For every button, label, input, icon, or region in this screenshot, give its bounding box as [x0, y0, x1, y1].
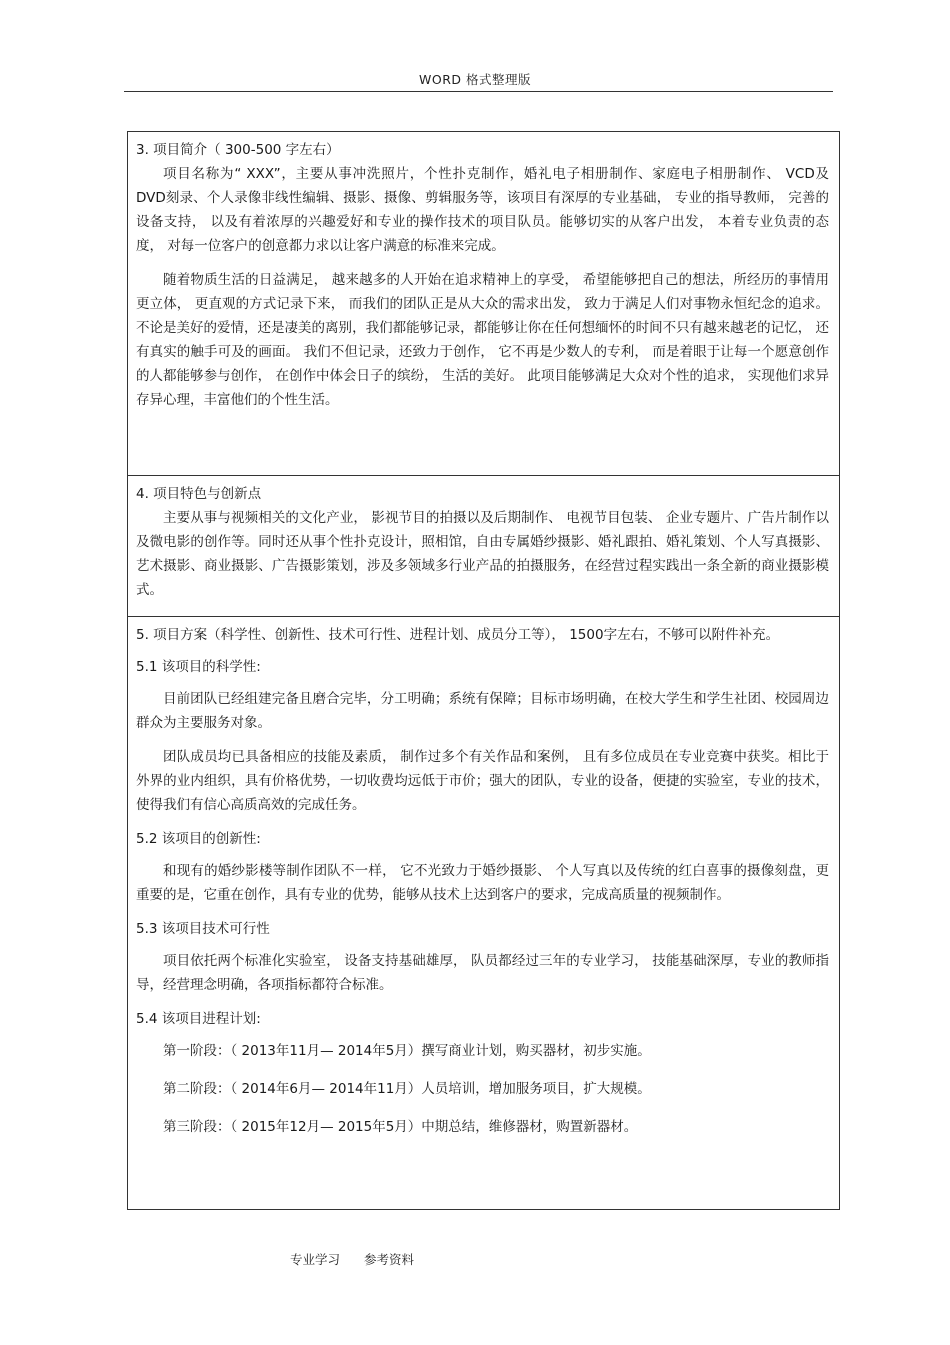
footer-right: 参考资料: [364, 1252, 415, 1267]
subsection-title: 5.4 该项目进程计划:: [136, 1011, 261, 1027]
paragraph: 和现有的婚纱影楼等制作团队不一样， 它不光致力于婚纱摄影、 个人写真以及传统的红白喜事的摄像刻盘，更重要的是，它重在创作，具有专业的优势，能够从技术上达到客户的要求，完成高质量的视频制作。: [136, 863, 829, 903]
subsection-title: 5.2 该项目的创新性:: [136, 831, 261, 847]
page-footer: [290, 1250, 438, 1268]
section-title: 3. 项目简介（ 300-500 字左右）: [136, 142, 340, 158]
paragraph: 随着物质生活的日益满足， 越来越多的人开始在追求精神上的享受， 希望能够把自己的想法，所经历的事情用更立体， 更直观的方式记录下来， 而我们的团队正是从大众的需求出发， 致力于满足人们对事物永恒纪念的追求。不论是美好的爱情，还是凄美的离别，我们都能够记录，都能够让你在任何想缅怀的时间不只有越来越老的记忆， 还有真实的触手可及的画面。 我们不但记录，还致力于创作， 它不再是少数人的专利， 而是着眼于让每一个愿意创作的人都能够参与创作， 在创作中体会日子的缤纷， 生活的美好。 此项目能够满足大众对个性的追求， 实现他们求异存异心理，丰富他们的个性生活。: [136, 272, 829, 408]
paragraph: 目前团队已经组建完备且磨合完毕，分工明确；系统有保障；目标市场明确，在校大学生和学生社团、校园周边群众为主要服务对象。: [136, 691, 829, 731]
section-project-intro: [128, 132, 839, 476]
section-features: [128, 476, 839, 617]
paragraph: 项目依托两个标准化实验室， 设备支持基础雄厚， 队员都经过三年的专业学习， 技能基础深厚，专业的教师指导，经营理念明确，各项指标都符合标准。: [136, 953, 829, 993]
project-table: [127, 131, 840, 1210]
subsection-title: 5.3 该项目技术可行性: [136, 921, 270, 937]
schedule-step: 第三阶段：（ 2015年12月— 2015年5月）中期总结，维修器材，购置新器材。: [163, 1119, 638, 1135]
header-divider: [124, 91, 833, 92]
page-header: WORD 格式整理版: [419, 72, 531, 87]
section-plan: [128, 617, 839, 1209]
section-title: 4. 项目特色与创新点: [136, 486, 262, 502]
footer-left: 专业学习: [290, 1252, 341, 1267]
subsection-title: 5.1 该项目的科学性:: [136, 659, 261, 675]
schedule-step: 第一阶段：（ 2013年11月— 2014年5月）撰写商业计划，购买器材，初步实施。: [163, 1043, 651, 1059]
paragraph: 团队成员均已具备相应的技能及素质， 制作过多个有关作品和案例， 且有多位成员在专业竞赛中获奖。相比于外界的业内组织，具有价格优势，一切收费均远低于市价；强大的团队，专业的设备，便捷的实验室，专业的技术，使得我们有信心高质高效的完成任务。: [136, 749, 829, 813]
section-title: 5. 项目方案（科学性、创新性、技术可行性、进程计划、成员分工等）， 1500字左右，不够可以附件补充。: [136, 627, 780, 643]
schedule-step: 第二阶段：（ 2014年6月— 2014年11月）人员培训，增加服务项目，扩大规模。: [163, 1081, 651, 1097]
paragraph: 项目名称为“ XXX”，主要从事冲洗照片，个性扑克制作，婚礼电子相册制作、家庭电子相册制作、 VCD及 DVD刻录、个人录像非线性编辑、摄影、摄像、剪辑服务等，该项目有深厚的专业基础， 专业的指导教师， 完善的设备支持， 以及有着浓厚的兴趣爱好和专业的操作技术的项目队员。能够切实的从客户出发， 本着专业负责的态度， 对每一位客户的创意都力求以让客户满意的标准来完成。: [136, 166, 829, 254]
paragraph: 主要从事与视频相关的文化产业， 影视节目的拍摄以及后期制作、 电视节目包装、 企业专题片、广告片制作以及微电影的创作等。同时还从事个性扑克设计，照相馆，自由专属婚纱摄影、婚礼跟拍、婚礼策划、个人写真摄影、艺术摄影、商业摄影、广告摄影策划，涉及多领域多行业产品的拍摄服务，在经营过程实践出一条全新的商业摄影模式。: [136, 510, 829, 598]
